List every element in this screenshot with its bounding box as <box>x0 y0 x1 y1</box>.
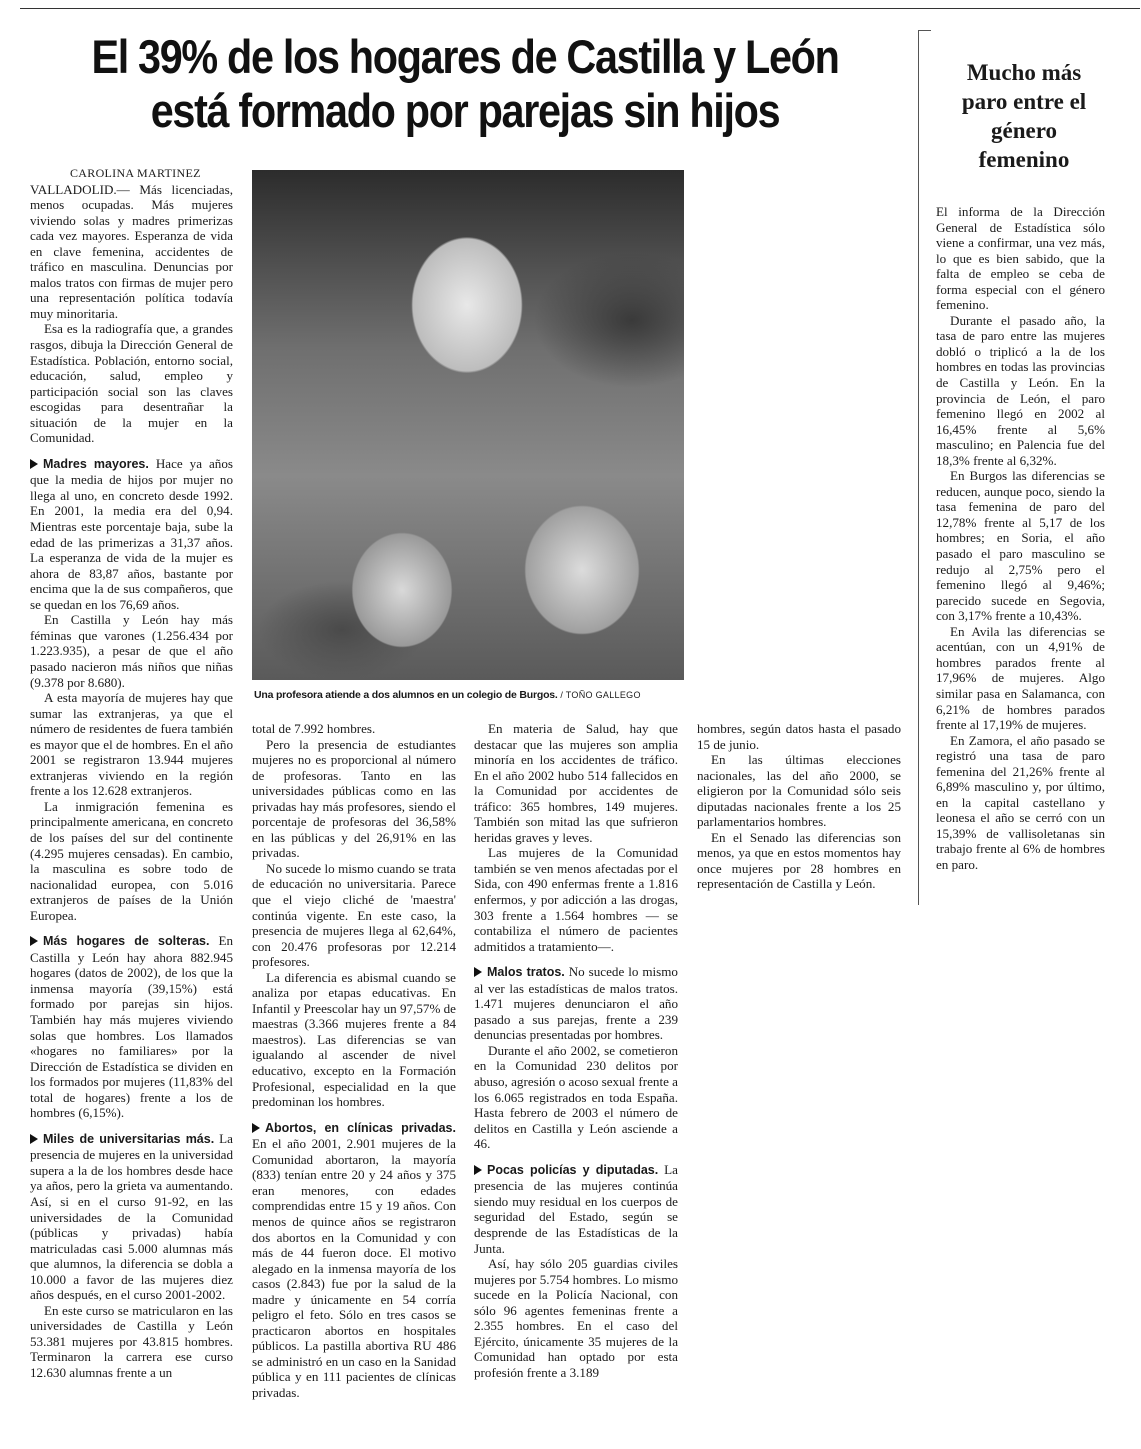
paragraph: El informa de la Dirección General de Estadística sólo viene a confirmar, una vez más, lo que es bien sabido, que la falta de empleo se ceba de forma especial con el género femenino. <box>936 204 1105 313</box>
arrow-icon <box>252 1123 260 1133</box>
paragraph: No sucede lo mismo cuando se trata de educación no universitaria. Parece que el viejo cliché de 'maestra' continúa vigente. En este caso, la presencia de mujeres llega al 62,64%, con 20.476 profesoras por 12.214 profesores. <box>252 860 456 970</box>
paragraph: En este curso se matricularon en las universidades de Castilla y León 53.381 mujeres por 43.815 hombres. Terminaron la carrera ese curso 12.630 alumnas frente a un <box>30 1302 233 1381</box>
section-text: En Castilla y León hay ahora 882.945 hogares (datos de 2002), de los que la inmensa mayoría (39,15%) está formado por parejas sin hijos. También hay más mujeres viviendo solas que hombres. Los llamados «hogares no familiares» por la Dirección de Estadística se dividen en los formados por mujeres (11,83% del total de hogares) frente a los de hombres (6,15%). <box>30 933 233 1121</box>
headline-line-1: El 39% de los hogares de Castilla y León <box>91 30 839 83</box>
paragraph: En el Senado las diferencias son menos, ya que en estos momentos hay once mujeres por 28 hombres en representación de Castilla y León. <box>697 829 901 892</box>
paragraph: En materia de Salud, hay que destacar que las mujeres son amplia minoría en los accidentes de tráfico. En el año 2002 hubo 514 fallecidos en la Comunidad por accidentes de tráfico: 365 hombres, 149 mujeres. También son mitad las que sufrieron heridas graves y leves. <box>474 721 678 845</box>
section-policias <box>474 1162 678 1256</box>
caption-text: Una profesora atiende a dos alumnos en un colegio de Burgos. <box>254 689 558 701</box>
paragraph: Pero la presencia de estudiantes mujeres no es proporcional al número de profesoras. Tanto en las universidades públicas como en las privadas hay más profesores, siendo el porcentaje de profesoras del 36,58% en las públicas y del 26,91% en las privadas. <box>252 736 456 861</box>
photo-credit: / TOÑO GALLEGO <box>560 690 641 700</box>
section-heading: Malos tratos. <box>487 965 565 980</box>
section-madres-mayores <box>30 456 233 612</box>
section-hogares <box>30 933 233 1121</box>
paragraph: total de 7.992 hombres. <box>252 721 376 736</box>
section-text: Hace ya años que la media de hijos por mujer no llega al uno, en concreto desde 1992. En 2001, la media era del 0,94. Mientras este porcentaje baja, sube la edad de las primerizas a 31,37 años. La esperanza de vida de la mujer es ahora de 83,87 años, bastante por encima que la de sus compañeros, que se quedan en los 76,69 años. <box>30 455 234 612</box>
byline: CAROLINA MARTINEZ <box>70 166 201 180</box>
section-heading: Miles de universitarias más. <box>43 1131 215 1146</box>
headline-line-2: está formado por parejas sin hijos <box>150 84 780 137</box>
paragraph: Durante el año 2002, se cometieron en la Comunidad 230 delitos por abuso, agresión o acoso sexual frente a los 6.065 registrados en toda España. Hasta febrero de 2003 el número de delitos en Castilla y León asciende a 46. <box>474 1042 678 1152</box>
paragraph: En Avila las diferencias se acentúan, con un 4,91% de hombres parados frente al 17,96% de mujeres. Algo similar pasa en Salamanca, con 6,21% de hombres parados frente al 17,19% de mujeres. <box>936 623 1105 733</box>
paragraph: A esta mayoría de mujeres hay que sumar las extranjeras, ya que el número de residentes de fuera también es mayor que el de hombres. En el año 2001 se registraron 13.944 mujeres extranjeras viviendo en la región frente a los 12.628 extranjeros. <box>30 690 233 799</box>
section-abortos <box>252 1120 456 1401</box>
section-text: La presencia de las mujeres continúa siendo muy residual en los cuerpos de seguridad del Estado, según se desprende de las Estadísticas de la Junta. <box>474 1161 678 1256</box>
paragraph: Las mujeres de la Comunidad también se ven menos afectadas por el Sida, con 490 enfermas frente a 1.816 enfermos, y por adicción a las drogas, 303 frente a 1.564 hombres — se contabiliza el número de pacientes admitidos a tratamiento—. <box>474 845 678 954</box>
arrow-icon <box>30 1134 38 1144</box>
article-column-3 <box>474 721 678 1380</box>
section-heading: Pocas policías y diputadas. <box>487 1162 659 1177</box>
arrow-icon <box>30 459 38 469</box>
paragraph: VALLADOLID.— Más licenciadas, menos ocupadas. Más mujeres viviendo solas y madres primerizas cada vez mayores. Esperanza de vida en clave femenina, accidentes de tráfico en masculina. Denuncias por malos tratos con firmas de mujer pero una representación política todavía muy minoritaria. <box>30 181 233 321</box>
paragraph: La diferencia es abismal cuando se analiza por etapas educativas. En Infantil y Preescolar hay un 97,57% de maestras (3.366 mujeres frente a 84 maestros). Las diferencias se van igualando al ascender de nivel educativo, excepto en la Formación Profesional, especialidad en la que predominan los hombres. <box>252 969 456 1110</box>
paragraph: hombres, según datos hasta el pasado 15 de junio. <box>697 721 901 752</box>
paragraph: En Burgos las diferencias se reducen, aunque poco, siendo la tasa femenina de paro del 12,78% frente al 5,17 de los hombres; en Soria, el año pasado el paro masculino se redujo al 2,75% pero el femenino llegó al 9,46%; parecido sucede en Segovia, con 3,17% frente a 10,43%. <box>936 468 1105 624</box>
sidebar-corner <box>919 30 931 31</box>
paragraph: Durante el pasado año, la tasa de paro entre las mujeres dobló o triplicó a la de los hombres en todas las provincias de Castilla y León. En la provincia de León, el paro femenino llegó en 2002 al 16,45% frente al 5,6% masculino; en Palencia fue del 18,3% frente al 6,32%. <box>936 312 1105 468</box>
section-text: La presencia de mujeres en la universidad supera a la de los hombres desde hace ya años, pero la grieta va aumentando. Así, si en el curso 91-92, en las universidades de la Comunidad (públicas y privadas) había matriculadas casi 5.000 alumnas más que alumnos, la diferencia se dobla a 10.000 a favor de las mujeres diez años después, en el curso 2001-2002. <box>30 1130 233 1303</box>
arrow-icon <box>474 967 482 977</box>
sidebar-title: Mucho más paro entre el género femenino <box>961 60 1087 172</box>
article-column-1 <box>30 166 233 1381</box>
section-heading: Más hogares de solteras. <box>43 934 210 949</box>
photo-caption <box>254 689 641 701</box>
article-column-4 <box>697 721 901 892</box>
paragraph: En Zamora, el año pasado se registró una tasa de paro femenina del 21,26% frente al 6,89% masculino y, por último, en la capital castellano y leonesa el año se cerró con un 15,39% de vallisoletanas sin trabajo frente al 6% de hombres en paro. <box>936 732 1105 872</box>
section-text: En el año 2001, 2.901 mujeres de la Comunidad abortaron, la mayoría (833) tenían entre 20 y 24 años y 375 eran menores, con edades comprendidas entre 15 y 19 años. Con menos de quince años se registraron dos abortos en la Comunidad y con más de 44 fueron doce. El motivo alegado en la inmensa mayoría de los casos (2.843) fue por la salud de la madre y únicamente en 54 corría peligro el feto. Sólo en tres casos se practicaron abortos en hospitales públicos. La pastilla abortiva RU 486 se administró en un caso en la Sanidad pública y en 111 pacientes de clínicas privadas. <box>252 1136 456 1400</box>
section-text: No sucede lo mismo al ver las estadísticas de malos tratos. 1.471 mujeres denunciaron el año pasado a sus parejas, frente a 239 denuncias presentadas por hombres. <box>474 964 678 1043</box>
section-heading: Madres mayores. <box>43 456 149 471</box>
paragraph: En Castilla y León hay más féminas que varones (1.256.434 por 1.223.935), a pesar de que el año pasado nacieron más niños que niñas (9.378 por 8.680). <box>30 612 233 690</box>
paragraph: Esa es la radiografía que, a grandes rasgos, dibuja la Dirección General de Estadística. Población, entorno social, educación, salud, empleo y participación social son las claves escogidas para desentrañar la situación de la mujer en la Comunidad. <box>30 321 233 446</box>
arrow-icon <box>30 936 38 946</box>
article-photo <box>252 170 684 680</box>
headline <box>91 30 839 138</box>
paragraph: En las últimas elecciones nacionales, las del año 2000, se eligieron por la Comunidad sólo seis diputadas nacionales frente a los 25 parlamentarios hombres. <box>697 752 901 830</box>
article-column-2 <box>252 721 456 1401</box>
top-rule <box>20 8 1140 9</box>
section-heading: Abortos, en clínicas privadas. <box>265 1120 456 1135</box>
arrow-icon <box>474 1165 482 1175</box>
paragraph: Así, hay sólo 205 guardias civiles mujeres por 5.754 hombres. Lo mismo sucede en la Policía Nacional, con sólo 96 agentes femeninas frente a 2.355 hombres. En el caso del Ejército, únicamente 35 mujeres de la Comunidad han optado por esta profesión frente a 3.189 <box>474 1256 678 1380</box>
section-malos-tratos <box>474 964 678 1043</box>
paragraph: La inmigración femenina es principalmente americana, en concreto de los países del sur del continente (4.295 mujeres censadas). En cambio, la masculina es sobre todo de nacionalidad europea, con 5.016 extranjeros de países de la Unión Europea. <box>30 798 233 923</box>
sidebar-body <box>936 204 1105 873</box>
section-universitarias <box>30 1131 233 1303</box>
